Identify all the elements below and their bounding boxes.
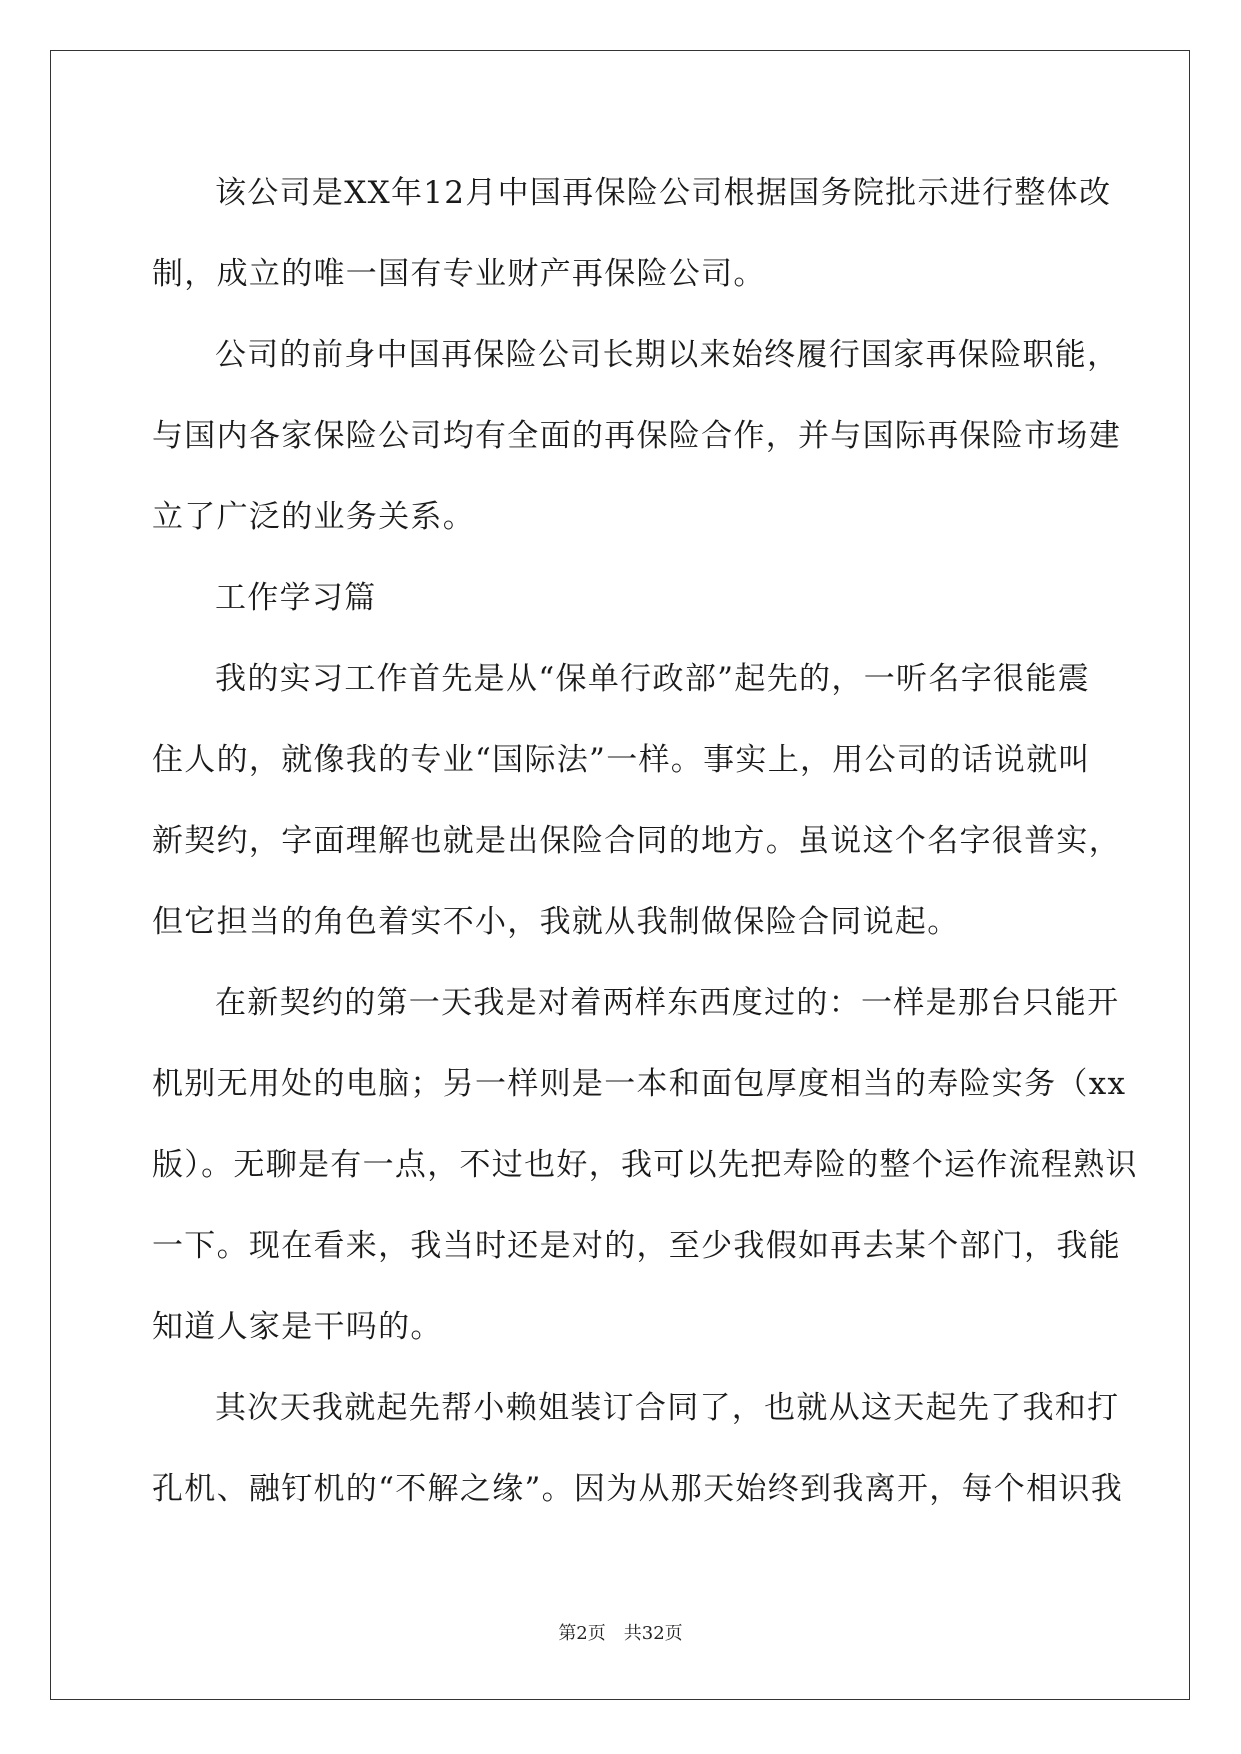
- page-number-footer: 第2页 共32页: [558, 1623, 683, 1644]
- text-line: 其次天我就起先帮小赖姐装订合同了，也就从这天起先了我和打: [215, 1390, 1120, 1426]
- text-line: 知道人家是干吗的。: [152, 1309, 443, 1345]
- text-line: 机别无用处的电脑；另一样则是一本和面包厚度相当的寿险实务（xx: [152, 1066, 1127, 1102]
- text-line: 制，成立的唯一国有专业财产再保险公司。: [152, 256, 766, 292]
- text-line: 版）。无聊是有一点，不过也好，我可以先把寿险的整个运作流程熟识: [152, 1147, 1138, 1183]
- text-line: 与国内各家保险公司均有全面的再保险合作，并与国际再保险市场建: [152, 418, 1121, 454]
- text-line: 住人的，就像我的专业“国际法”一样。事实上，用公司的话说就叫: [152, 742, 1091, 778]
- text-line: 立了广泛的业务关系。: [152, 499, 475, 535]
- text-line: 一下。现在看来，我当时还是对的，至少我假如再去某个部门，我能: [152, 1228, 1121, 1264]
- text-line: 我的实习工作首先是从“保单行政部”起先的，一听名字很能震: [215, 661, 1090, 697]
- text-line: 孔机、融钉机的“不解之缘”。因为从那天始终到我离开，每个相识我: [152, 1471, 1123, 1507]
- text-line: 该公司是XX年12月中国再保险公司根据国务院批示进行整体改: [215, 175, 1112, 211]
- text-line: 工作学习篇: [215, 580, 377, 616]
- text-line: 新契约，字面理解也就是出保险合同的地方。虽说这个名字很普实，: [152, 823, 1121, 859]
- text-line: 在新契约的第一天我是对着两样东西度过的：一样是那台只能开: [215, 985, 1120, 1021]
- document-body: [152, 163, 1138, 1540]
- text-line: 但它担当的角色着实不小，我就从我制做保险合同说起。: [152, 904, 960, 940]
- text-line: 公司的前身中国再保险公司长期以来始终履行国家再保险职能，: [215, 337, 1120, 373]
